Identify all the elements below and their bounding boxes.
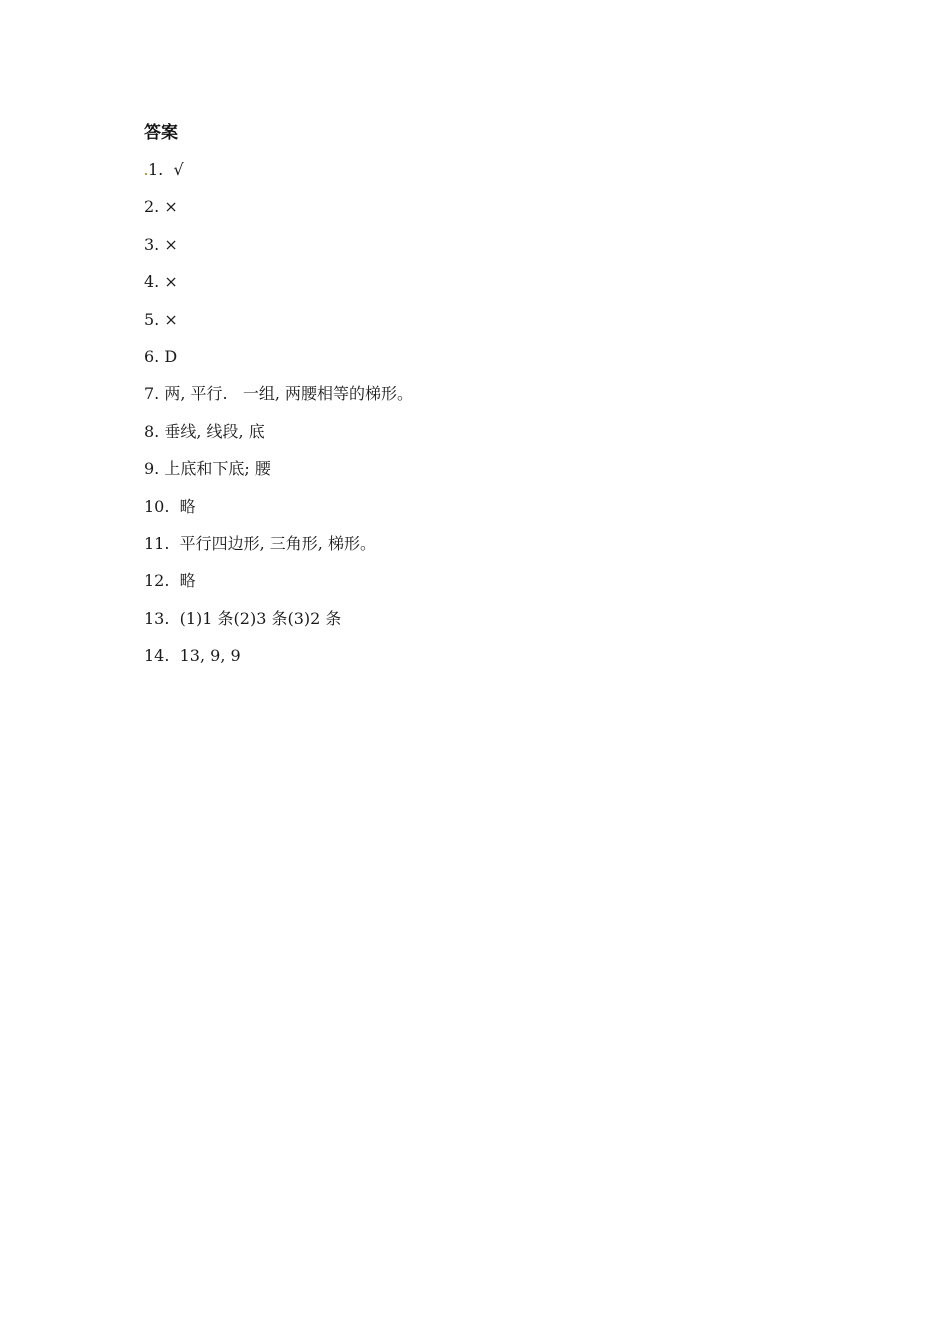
answer-text: × [164, 272, 178, 292]
answer-number: 4. [144, 272, 160, 292]
answer-item-6 [144, 344, 413, 381]
answer-item-14 [144, 643, 413, 680]
answer-text: 垂线, 线段, 底 [164, 421, 265, 441]
dot-mark-icon [145, 173, 147, 175]
answer-text: 13, 9, 9 [179, 646, 241, 666]
answer-number: 2. [144, 197, 160, 217]
answer-item-11 [144, 531, 413, 568]
answer-text: × [164, 234, 178, 254]
answer-number: 8. [144, 421, 160, 441]
answer-item-10 [144, 494, 413, 531]
answer-item-5 [144, 307, 413, 344]
answer-number: 1. [148, 160, 164, 179]
answer-text: × [164, 197, 178, 217]
answer-number: 14. [144, 646, 170, 666]
answer-number: 6. [144, 346, 160, 366]
answer-number: 11. [144, 533, 170, 553]
answer-text: 略 [179, 496, 196, 516]
answer-item-4 [144, 269, 413, 306]
answer-number: 5. [144, 309, 160, 329]
answer-item-3 [144, 232, 413, 269]
answer-item-12 [144, 568, 413, 605]
answer-item-8 [144, 419, 413, 456]
answer-item-13 [144, 606, 413, 643]
answer-text: (1)1 条(2)3 条(3)2 条 [179, 608, 342, 628]
answer-text: × [164, 309, 178, 329]
answer-text: 两, 平行. 一组, 两腰相等的梯形。 [164, 384, 414, 404]
answer-item-1 [144, 157, 413, 194]
answer-list [144, 157, 413, 680]
answer-title: 答案 [144, 123, 178, 143]
answer-number: 7. [144, 384, 160, 404]
answer-item-7 [144, 381, 413, 418]
answer-text: 上底和下底; 腰 [164, 459, 271, 479]
answer-number: 3. [144, 234, 160, 254]
answer-text: 平行四边形, 三角形, 梯形。 [179, 533, 376, 553]
answer-item-2 [144, 194, 413, 231]
answer-number: 13. [144, 608, 170, 628]
answer-text: √ [173, 160, 184, 179]
answer-number: 10. [144, 496, 170, 516]
answer-number: 9. [144, 459, 160, 479]
answer-text: D [164, 346, 178, 366]
answer-text: 略 [179, 571, 196, 591]
answer-item-9 [144, 456, 413, 493]
answer-number: 12. [144, 571, 170, 591]
